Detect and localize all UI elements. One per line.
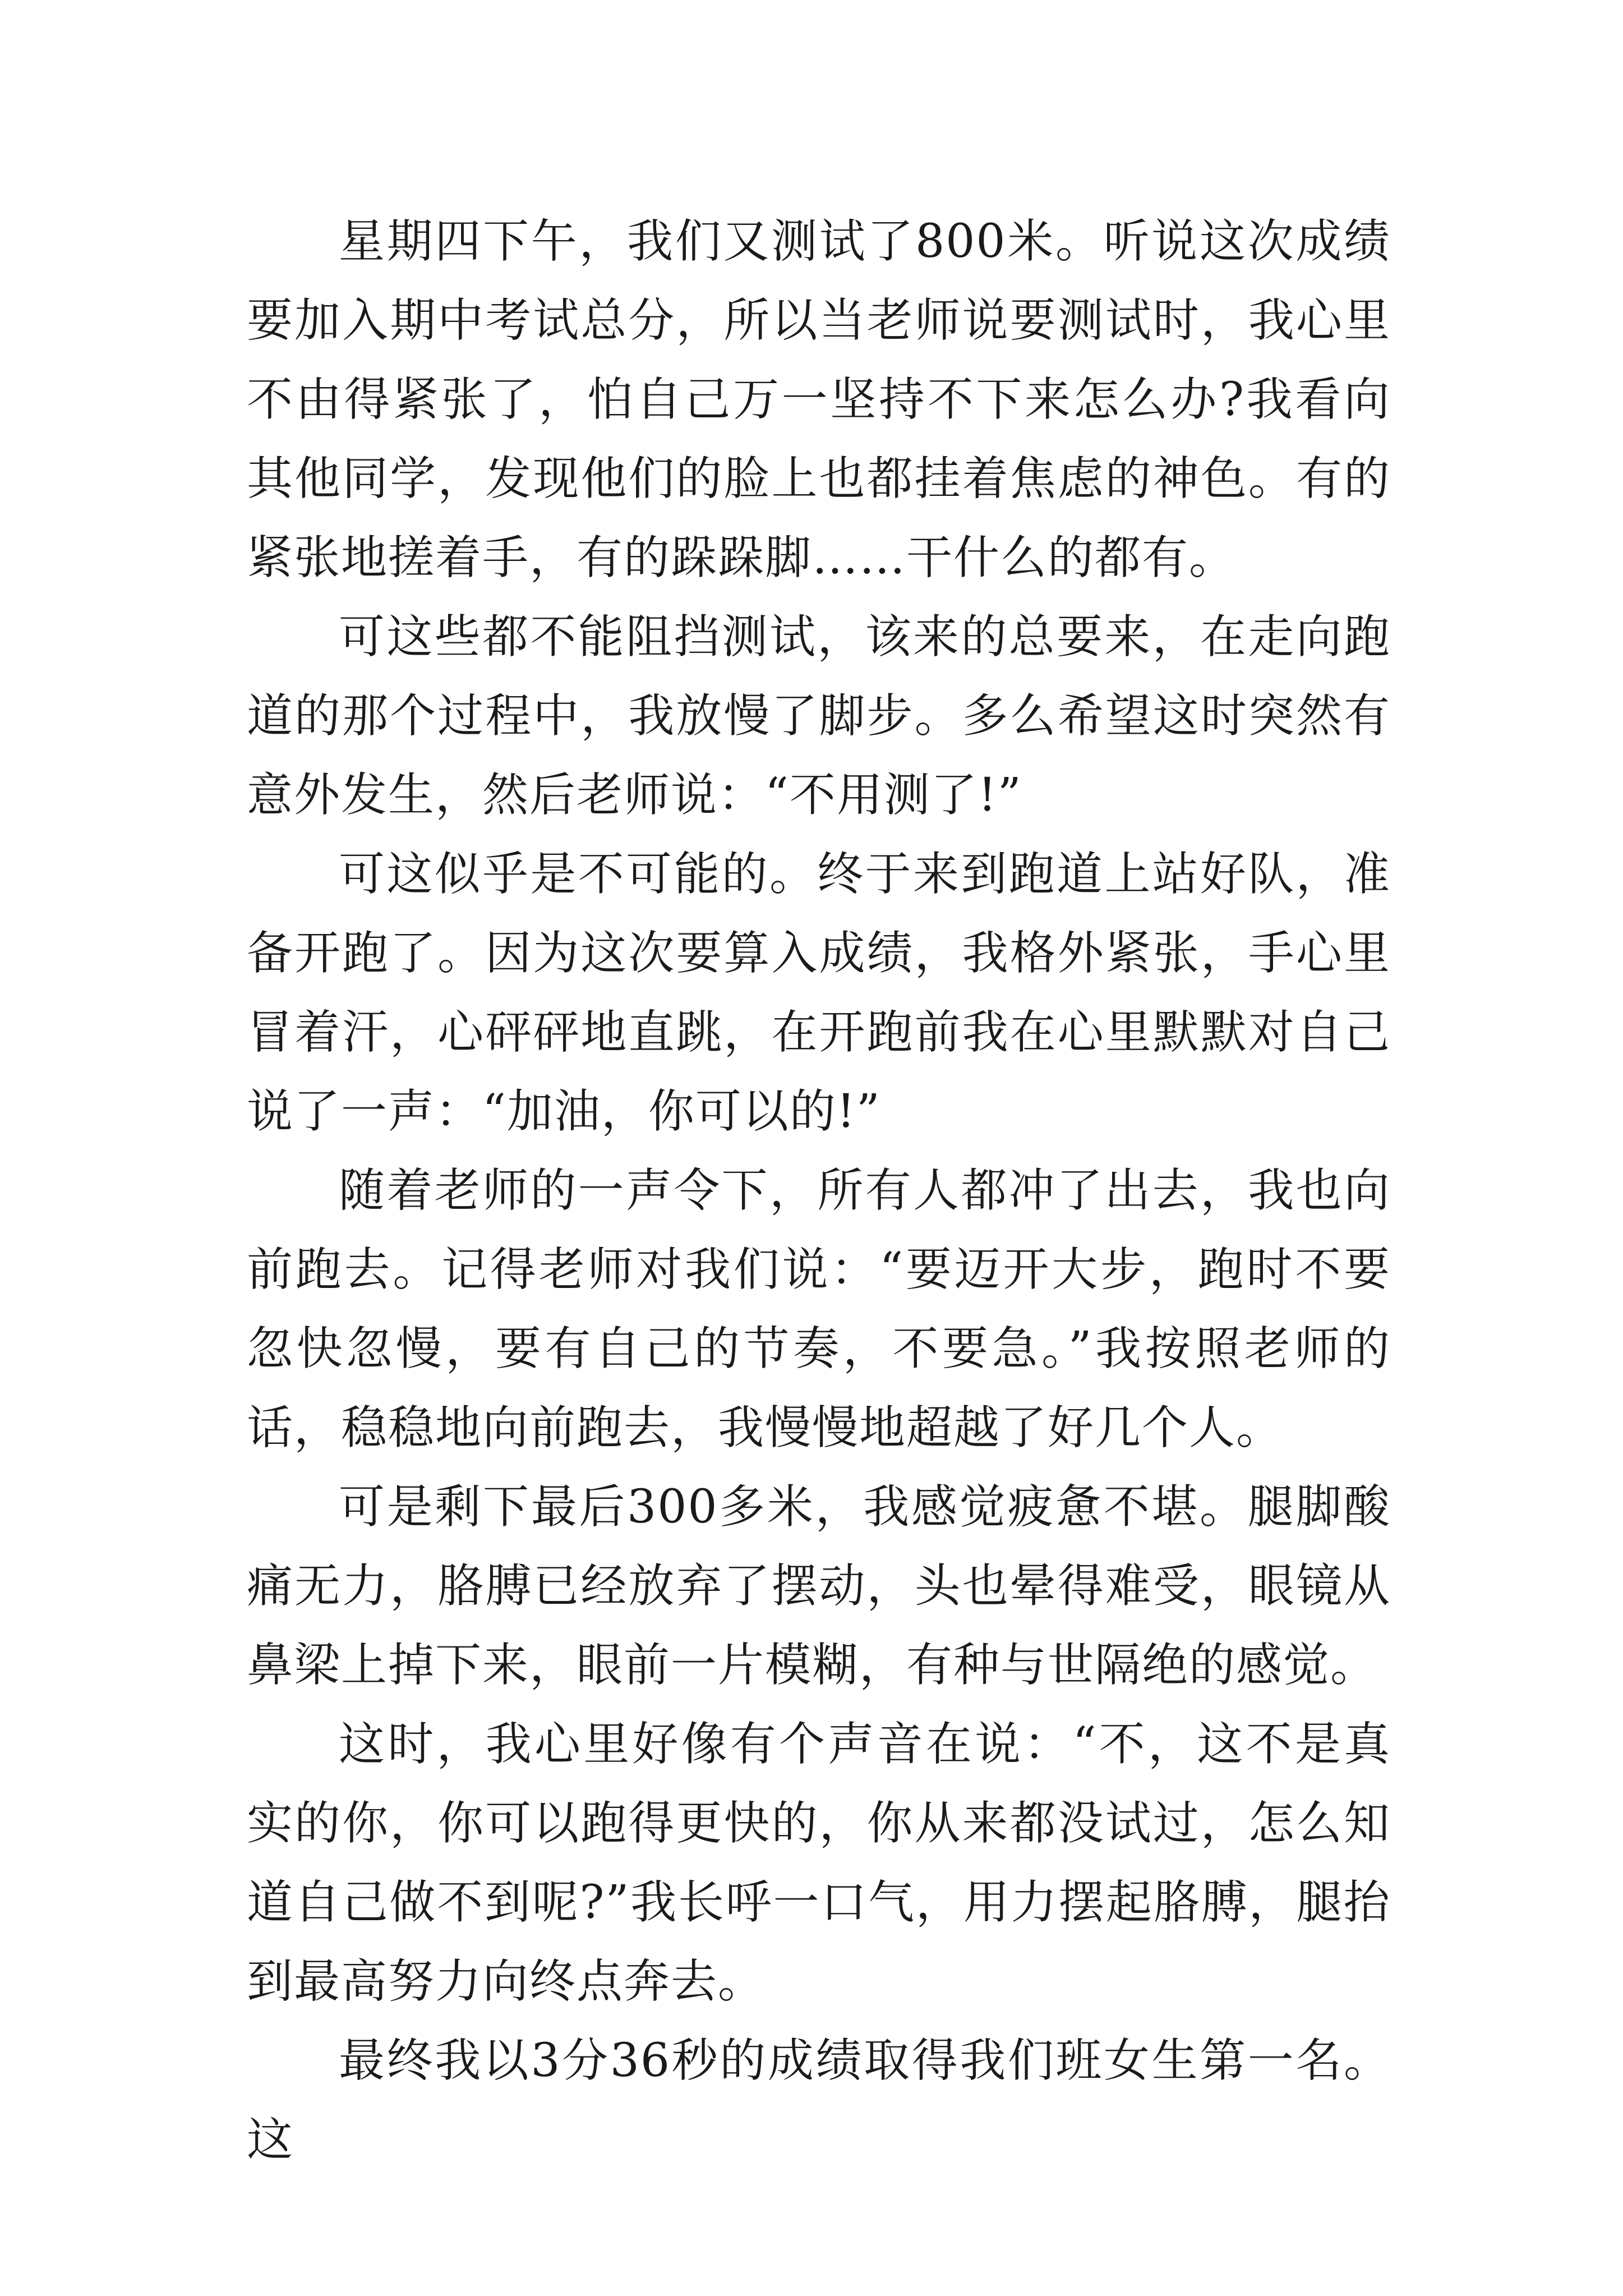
paragraph-2: 可这些都不能阻挡测试，该来的总要来，在走向跑道的那个过程中，我放慢了脚步。多么希望这时突然有意外发生，然后老师说：“不用测了!” [247,610,1391,822]
paragraph-5: 可是剩下最后300多米，我感觉疲惫不堪。腿脚酸痛无力，胳膊已经放弃了摆动，头也晕得难受，眼镜从鼻梁上掉下来，眼前一片模糊，有种与世隔绝的感觉。 [247,1480,1391,1692]
paragraph-1: 星期四下午，我们又测试了800米。听说这次成绩要加入期中考试总分，所以当老师说要测试时，我心里不由得紧张了，怕自己万一坚持不下来怎么办?我看向其他同学，发现他们的脸上也都挂着焦虑的神色。有的紧张地搓着手，有的跺跺脚……干什么的都有。 [247,215,1391,585]
paragraph-7: 最终我以3分36秒的成绩取得我们班女生第一名。这 [247,2034,1391,2166]
paragraph-6: 这时，我心里好像有个声音在说：“不，这不是真实的你，你可以跑得更快的，你从来都没试过，怎么知道自己做不到呢?”我长呼一口气，用力摆起胳膊，腿抬到最高努力向终点奔去。 [247,1718,1391,2008]
document-body [247,202,1391,2179]
paragraph-3: 可这似乎是不可能的。终于来到跑道上站好队，准备开跑了。因为这次要算入成绩，我格外紧张，手心里冒着汗，心砰砰地直跳，在开跑前我在心里默默对自己说了一声：“加油，你可以的!” [247,848,1391,1138]
paragraph-4: 随着老师的一声令下，所有人都冲了出去，我也向前跑去。记得老师对我们说：“要迈开大步，跑时不要忽快忽慢，要有自己的节奏，不要急。”我按照老师的话，稳稳地向前跑去，我慢慢地超越了好几个人。 [247,1164,1391,1455]
